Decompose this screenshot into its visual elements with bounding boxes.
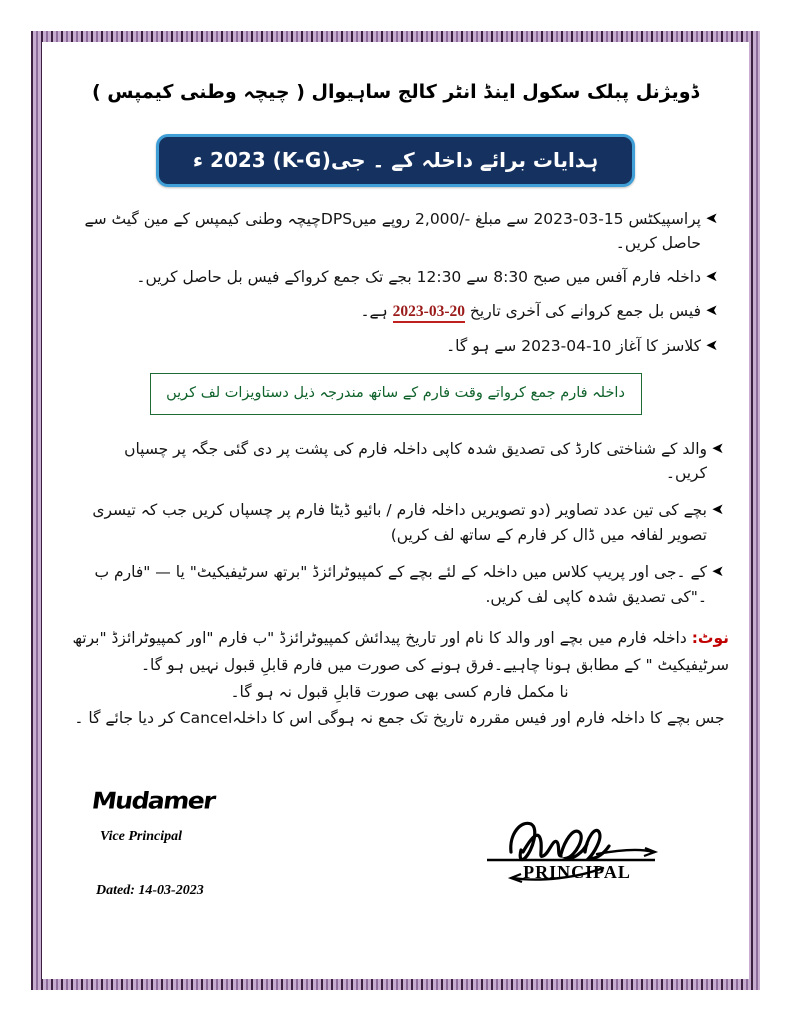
admission-instructions-banner: ہدایات برائے داخلہ کے ۔ جی(K-G) 2023 ء <box>156 134 635 187</box>
note-section <box>46 625 745 732</box>
list-item <box>72 265 723 290</box>
document-requirement-text: کے ۔جی اور پریپ کلاس میں داخلہ کے لئے بچے کے کمپیوٹرائزڈ "برتھ سرٹیفیکیٹ" یا — "فارم ب ۔"کی تصدیق شدہ کاپی لف کریں. <box>94 562 707 606</box>
instruction-text-main: فیس بل جمع کروانے کی آخری تاریخ <box>464 302 701 321</box>
bullet-arrow-icon: ➤ <box>711 438 725 457</box>
school-name-heading: ڈویژنل پبلک سکول اینڈ انٹر کالج ساہیوال ( چیچہ وطنی کیمپس ) <box>91 81 700 103</box>
signature-area <box>46 786 745 966</box>
list-item <box>80 498 729 548</box>
principal-title: PRINCIPAL <box>523 862 631 883</box>
document-content <box>46 46 745 975</box>
instruction-text-tail: ہے۔ <box>360 302 393 321</box>
bullet-arrow-icon: ➤ <box>705 208 719 227</box>
bullet-arrow-icon: ➤ <box>711 561 725 580</box>
vice-principal-signature: Mudamer <box>90 787 217 814</box>
bullet-arrow-icon: ➤ <box>705 301 719 320</box>
instruction-text <box>72 207 701 257</box>
last-fee-date: 20-03-2023 <box>393 303 465 323</box>
note-line: جس بچے کا داخلہ فارم اور فیس مقررہ تاریخ تک جمع نہ ہوگی اس کا داخلہCancel کر دیا جائے گا ۔ <box>74 709 725 728</box>
list-item <box>72 207 723 257</box>
instruction-text-main: داخلہ فارم آفس میں صبح 8:30 سے 12:30 بجے تک جمع کرواکے فیس بل حاصل کریں۔ <box>136 268 701 287</box>
vice-principal-title: Vice Principal <box>100 829 183 845</box>
bullet-arrow-icon: ➤ <box>711 500 725 519</box>
required-documents-list <box>46 437 745 610</box>
bullet-arrow-icon: ➤ <box>705 267 719 286</box>
instructions-list <box>46 207 745 359</box>
vice-principal-signature-block <box>74 786 374 899</box>
note-line <box>70 625 729 678</box>
list-item <box>80 560 729 610</box>
instruction-text <box>72 299 701 325</box>
list-item <box>72 334 723 359</box>
instruction-text-main: پراسپیکٹس 15-03-2023 سے مبلغ -/2,000 روپے میںDPSچیچہ وطنی کیمپس کے مین گیٹ سے حاصل کریں۔ <box>84 209 701 253</box>
document-date: Dated: 14-03-2023 <box>96 883 204 899</box>
document-requirement-text: بچے کی تین عدد تصاویر (دو تصویریں داخلہ فارم / بائیو ڈیٹا فارم پر چسپاں کریں جب کہ تیسری تصویر لفافہ میں ڈال کر فارم کے ساتھ لف کریں) <box>92 501 707 545</box>
principal-signature-block <box>427 808 727 883</box>
list-item <box>80 437 729 487</box>
instruction-text-main: کلاسز کا آغاز 10-04-2023 سے ہو گا۔ <box>446 336 701 355</box>
green-notice-container <box>46 373 745 415</box>
note-text: داخلہ فارم میں بچے اور والد کا نام اور تاریخ پیدائش کمپیوٹرائزڈ "ب فارم "اور کمپیوٹرائزڈ "برتھ سرٹیفیکیٹ " کے مطابق ہونا چاہیے۔فرق ہونے کی صورت میں فارم قابلِ قبول نہیں ہو گا۔ <box>72 629 729 675</box>
instruction-text <box>72 265 701 290</box>
instruction-text <box>72 334 701 359</box>
note-line: نا مکمل فارم کسی بھی صورت قابلِ قبول نہ ہو گا۔ <box>230 682 569 701</box>
bullet-arrow-icon: ➤ <box>705 335 719 354</box>
banner-container <box>46 134 745 187</box>
document-requirement-text: والد کے شناختی کارڈ کی تصدیق شدہ کاپی داخلہ فارم کی پشت پر دی گئی جگہ پر چسپاں کریں۔ <box>124 439 707 483</box>
required-documents-notice: داخلہ فارم جمع کرواتے وقت فارم کے ساتھ مندرجہ ذیل دستاویزات لف کریں <box>150 373 642 415</box>
list-item <box>72 299 723 325</box>
note-label: نوٹ: <box>691 629 729 648</box>
